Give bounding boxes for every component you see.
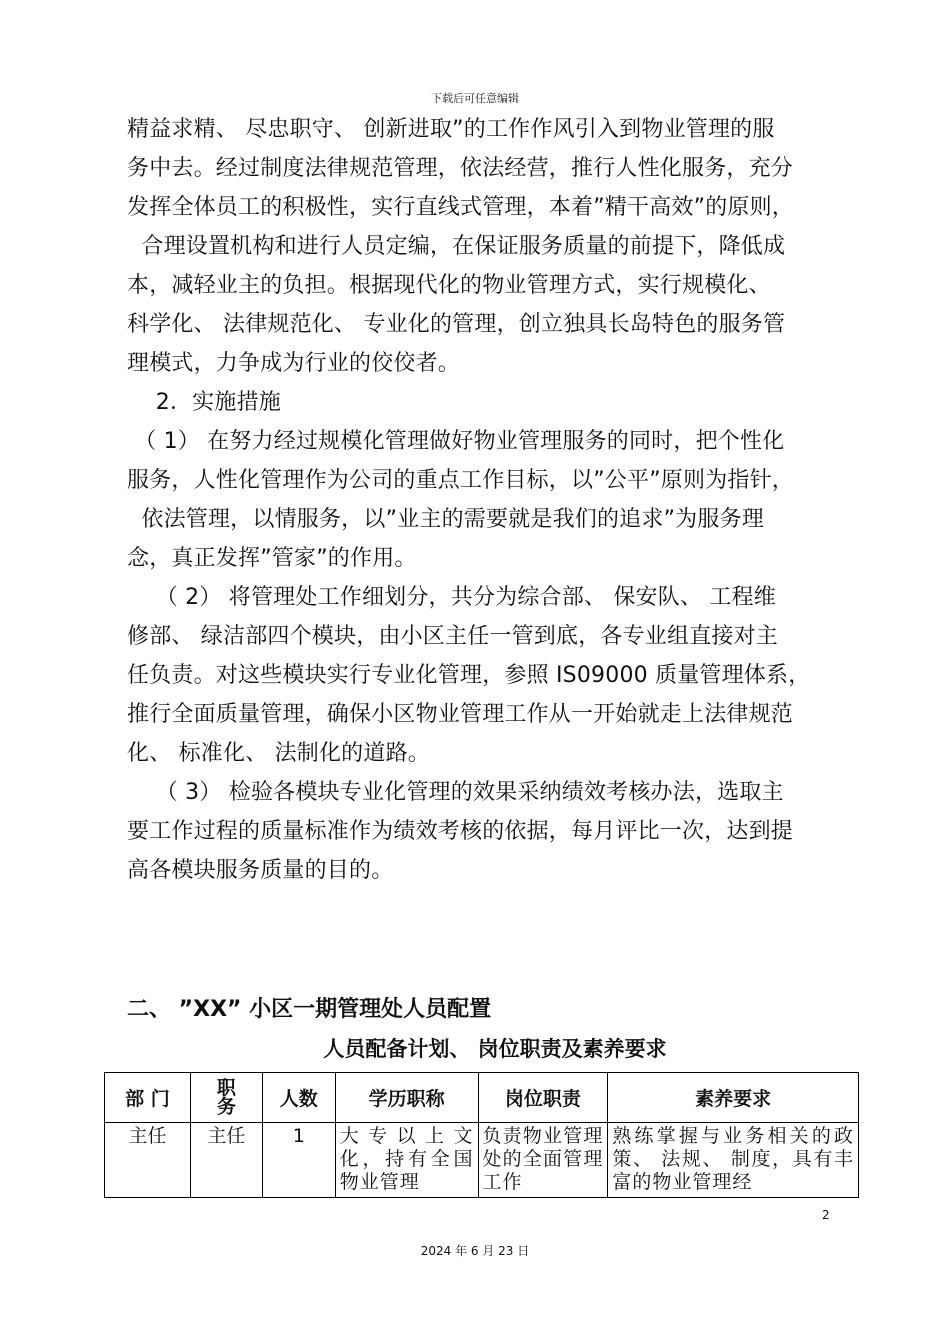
page-footer-date: 2024 年 6 月 23 日 — [420, 1244, 530, 1258]
body-text — [127, 110, 839, 890]
section-title: 二、 ”XX” 小区一期管理处人员配置 — [127, 997, 492, 1022]
text-line: 任负责。对这些模块实行专业化管理，参照 IS09000 质量管理体系， — [127, 663, 811, 688]
text-line: 科学化、 法律规范化、 专业化的管理，创立独具长岛特色的服务管 — [127, 312, 786, 337]
cell-duties: 负责物业管理处的全面管理工作 — [478, 1123, 608, 1198]
subheading-line: 2．实施措施 — [127, 390, 281, 415]
text-line: 合理设置机构和进行人员定编，在保证服务质量的前提下，降低成 — [127, 234, 786, 259]
text-line: 本，减轻业主的负担。根据现代化的物业管理方式，实行规模化、 — [127, 273, 771, 298]
table-row — [105, 1123, 859, 1198]
cell-headcount: 1 — [262, 1123, 335, 1198]
text-line: 推行全面质量管理，确保小区物业管理工作从一开始就走上法律规范 — [127, 702, 794, 727]
header-cell-duties: 岗位职责 — [478, 1073, 608, 1123]
header-cell-qualification: 学历职称 — [335, 1073, 478, 1123]
text-line: 化、 标准化、 法制化的道路。 — [127, 741, 430, 766]
text-line: 务中去。经过制度法律规范管理，依法经营，推行人性化服务，充分 — [127, 156, 794, 181]
text-line: 精益求精、 尽忠职守、 创新进取”的工作作风引入到物业管理的服 — [127, 117, 775, 142]
staffing-table — [104, 1072, 859, 1198]
cell-requirements: 熟练掌握与业务相关的政策、 法规、 制度，具有丰富的物业管理经 — [608, 1123, 859, 1198]
text-line: （ 2） 将管理处工作细划分，共分为综合部、 保安队、 工程维 — [127, 585, 776, 610]
text-line: 修部、 绿洁部四个模块，由小区主任一管到底，各专业组直接对主 — [127, 624, 778, 649]
table-header-row — [105, 1073, 859, 1123]
header-cell-headcount: 人数 — [262, 1073, 335, 1123]
text-line: 要工作过程的质量标准作为绩效考核的依据，每月评比一次，达到提 — [127, 819, 794, 844]
text-line: （ 1） 在努力经过规模化管理做好物业管理服务的同时，把个性化 — [127, 429, 785, 454]
text-line: 发挥全体员工的积极性，实行直线式管理，本着”精干高效”的原则， — [127, 195, 794, 220]
text-line: （ 3） 检验各模块专业化管理的效果采纳绩效考核办法，选取主 — [127, 780, 784, 805]
header-cell-requirements: 素养要求 — [608, 1073, 859, 1123]
page-header: 下载后可任意编辑 — [431, 92, 519, 105]
header-cell-position: 职 务 — [190, 1073, 262, 1123]
page-number: 2 — [822, 1208, 830, 1222]
header-cell-department: 部 门 — [105, 1073, 191, 1123]
text-line: 高各模块服务质量的目的。 — [127, 858, 394, 883]
text-line: 服务，人性化管理作为公司的重点工作目标，以”公平”原则为指针， — [127, 468, 794, 493]
table-title: 人员配备计划、 岗位职责及素养要求 — [323, 1037, 667, 1061]
cell-qualification: 大专以上文化，持有全国物业管理 — [335, 1123, 478, 1198]
text-line: 理模式，力争成为行业的佼佼者。 — [127, 351, 461, 376]
cell-position: 主任 — [190, 1123, 262, 1198]
text-line: 念，真正发挥”管家”的作用。 — [127, 546, 417, 571]
text-line: 依法管理，以情服务，以”业主的需要就是我们的追求”为服务理 — [127, 507, 764, 532]
cell-department: 主任 — [105, 1123, 191, 1198]
